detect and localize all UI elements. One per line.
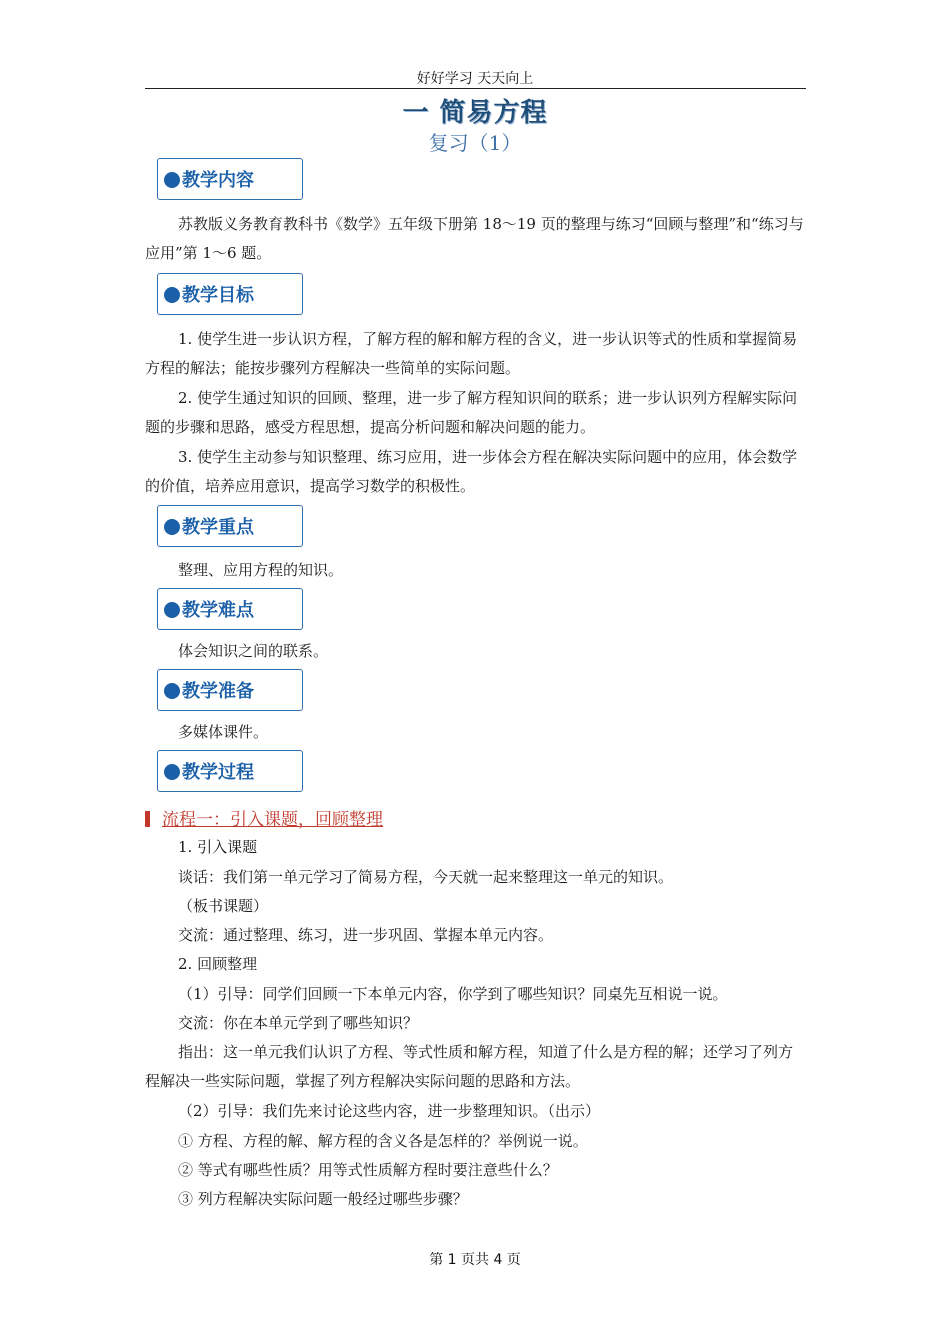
flow-line: ① 方程、方程的解、解方程的含义各是怎样的？举例说一说。	[178, 1132, 588, 1150]
flow-marker-icon	[145, 811, 150, 827]
unit-title: 一 简易方程	[402, 98, 548, 128]
page-header: 好好学习 天天向上	[416, 71, 534, 87]
flow-line: （板书课题）	[178, 897, 269, 915]
section-heading-process	[157, 750, 303, 792]
page-footer: 第 1 页共 4 页	[429, 1252, 521, 1268]
section-heading-difficulties	[157, 588, 303, 630]
bullet-dot-icon	[164, 602, 180, 618]
flow-line: ③ 列方程解决实际问题一般经过哪些步骤？	[178, 1190, 468, 1208]
section-label: 教学目标	[182, 285, 254, 306]
header-divider	[145, 88, 806, 89]
content-paragraph: 苏教版义务教育教科书《数学》五年级下册第 18～19 页的整理与练习“回顾与整理”和“练习与应用”第 1～6 题。	[145, 215, 804, 262]
section-label: 教学难点	[182, 600, 254, 621]
point-out-paragraph: 指出：这一单元我们认识了方程、等式性质和解方程，知道了什么是方程的解；还学习了列方程解决一些实际问题，掌握了列方程解决实际问题的思路和方法。	[145, 1043, 794, 1090]
bullet-dot-icon	[164, 764, 180, 780]
key-points-text: 整理、应用方程的知识。	[178, 561, 344, 579]
flow-line: ② 等式有哪些性质？用等式性质解方程时要注意些什么？	[178, 1161, 558, 1179]
bullet-dot-icon	[164, 519, 180, 535]
goal-item-3: 3. 使学生主动参与知识整理、练习应用，进一步体会方程在解决实际问题中的应用，体会数学的价值，培养应用意识，提高学习数学的积极性。	[145, 448, 798, 495]
section-heading-goals	[157, 273, 303, 315]
goal-item-1: 1. 使学生进一步认识方程，了解方程的解和解方程的含义，进一步认识等式的性质和掌握简易方程的解法；能按步骤列方程解决一些简单的实际问题。	[145, 330, 798, 377]
flow-line: 谈话：我们第一单元学习了简易方程，今天就一起来整理这一单元的知识。	[178, 868, 674, 886]
flow-heading	[145, 805, 383, 830]
bullet-dot-icon	[164, 287, 180, 303]
section-label: 教学过程	[182, 762, 254, 783]
difficulties-text: 体会知识之间的联系。	[178, 642, 329, 660]
bullet-dot-icon	[164, 683, 180, 699]
section-heading-key-points	[157, 505, 303, 547]
goal-item-2: 2. 使学生通过知识的回顾、整理，进一步了解方程知识间的联系；进一步认识列方程解实际问题的步骤和思路，感受方程思想，提高分析问题和解决问题的能力。	[145, 389, 798, 436]
section-label: 教学准备	[182, 681, 254, 702]
flow-title: 流程一：引入课题，回顾整理	[162, 810, 383, 830]
preparation-text: 多媒体课件。	[178, 723, 269, 741]
section-label: 教学重点	[182, 517, 254, 538]
flow-line: 交流：通过整理、练习，进一步巩固、掌握本单元内容。	[178, 926, 554, 944]
section-label: 教学内容	[182, 170, 254, 191]
section-heading-content	[157, 158, 303, 200]
bullet-dot-icon	[164, 172, 180, 188]
section-heading-preparation	[157, 669, 303, 711]
lesson-subtitle: 复习（1）	[428, 131, 522, 155]
flow-line: 1. 引入课题	[178, 838, 258, 856]
flow-line: 交流：你在本单元学到了哪些知识？	[178, 1014, 419, 1032]
flow-line: （2）引导：我们先来讨论这些内容，进一步整理知识。（出示）	[178, 1102, 601, 1120]
flow-line: （1）引导：同学们回顾一下本单元内容，你学到了哪些知识？同桌先互相说一说。	[178, 985, 728, 1003]
flow-line: 2. 回顾整理	[178, 955, 258, 973]
